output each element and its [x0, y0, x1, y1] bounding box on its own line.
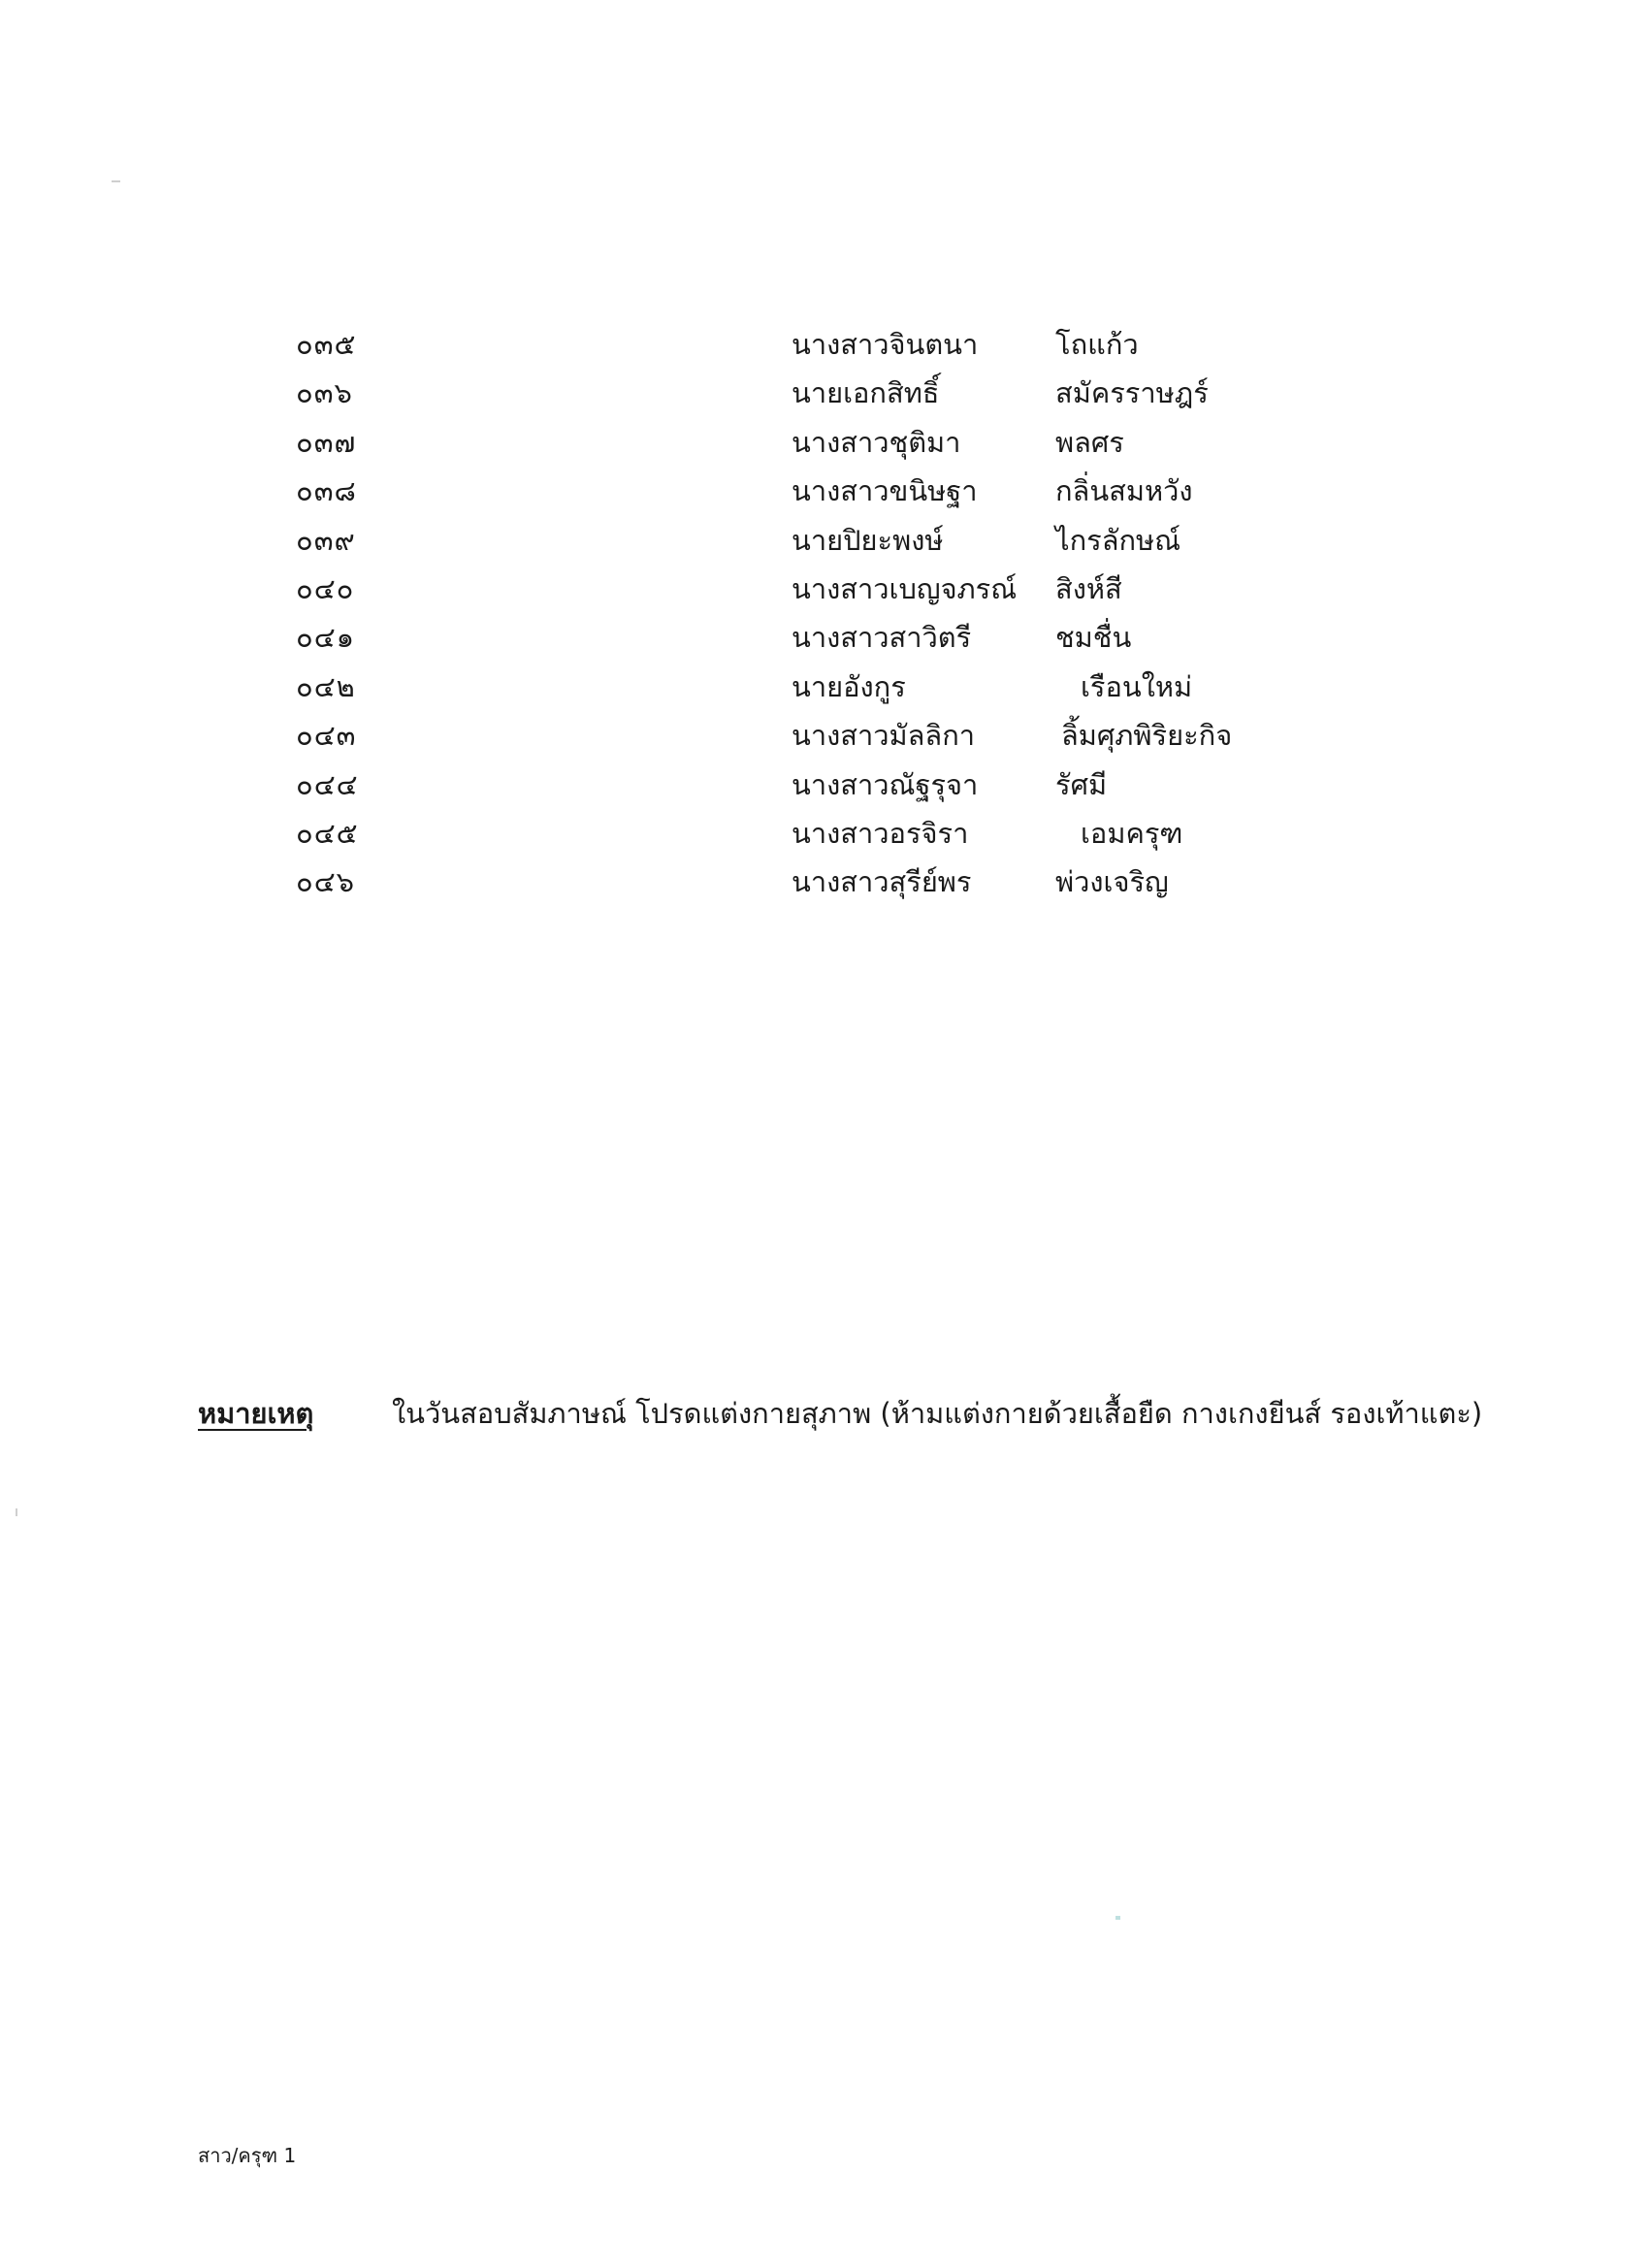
candidate-first-name: นางสาวอรจิรา — [792, 816, 969, 850]
candidate-first-name: นางสาวมัลลิกา — [792, 719, 976, 753]
remark-label: หมายเหตุ — [198, 1397, 314, 1430]
candidate-last-name: เรือนใหม่ — [1081, 669, 1193, 703]
list-item — [0, 369, 1649, 417]
list-item — [0, 663, 1649, 711]
candidate-number: ๐๓๙ — [296, 523, 356, 557]
candidate-last-name: พ่วงเจริญ — [1055, 865, 1169, 899]
candidate-number: ๐๓๘ — [296, 474, 357, 508]
candidate-number: ๐๔๑ — [296, 621, 356, 655]
candidate-first-name: นายปิยะพงษ์ — [792, 523, 944, 557]
candidate-last-name: สมัครราษฎร์ — [1055, 376, 1209, 410]
list-item — [0, 418, 1649, 467]
candidate-first-name: นางสาวเบญจภรณ์ — [792, 571, 1018, 605]
candidate-last-name: ลิ้มศุภพิริยะกิจ — [1061, 719, 1233, 753]
candidate-number: ๐๔๔ — [296, 767, 359, 801]
scan-speck — [1116, 1916, 1120, 1920]
candidate-last-name: เอมครุฑ — [1081, 816, 1183, 850]
candidate-last-name: สิงห์สี — [1055, 571, 1122, 605]
candidate-first-name: นางสาวสุรีย์พร — [792, 865, 972, 899]
candidate-number: ๐๔๒ — [296, 669, 356, 703]
candidate-first-name: นางสาวสาวิตรี — [792, 621, 972, 655]
candidate-first-name: นายอังกูร — [792, 669, 906, 703]
footer-reference: สาว/ครุฑ 1 — [198, 2144, 297, 2167]
remark-section — [198, 1389, 1483, 1438]
list-item — [0, 613, 1649, 662]
candidate-first-name: นางสาวขนิษฐา — [792, 474, 978, 508]
list-item — [0, 761, 1649, 809]
list-item — [0, 516, 1649, 565]
candidate-first-name: นางสาวชุติมา — [792, 425, 961, 459]
candidate-list — [0, 320, 1649, 907]
list-item — [0, 711, 1649, 760]
list-item — [0, 467, 1649, 515]
candidate-number: ๐๔๓ — [296, 719, 357, 753]
candidate-number: ๐๓๗ — [296, 425, 357, 459]
list-item — [0, 809, 1649, 858]
candidate-last-name: โถแก้ว — [1055, 328, 1139, 361]
candidate-number: ๐๔๐ — [296, 571, 355, 605]
list-item — [0, 320, 1649, 369]
list-item — [0, 565, 1649, 613]
candidate-number: ๐๔๖ — [296, 865, 356, 899]
candidate-first-name: นางสาวจินตนา — [792, 328, 979, 361]
scan-speck — [112, 180, 120, 182]
candidate-number: ๐๓๕ — [296, 328, 357, 361]
list-item — [0, 858, 1649, 906]
candidate-last-name: พลศร — [1055, 425, 1124, 459]
candidate-last-name: กลิ่นสมหวัง — [1055, 474, 1193, 508]
candidate-first-name: นายเอกสิทธิ์ — [792, 376, 940, 410]
scan-speck — [16, 1508, 17, 1516]
candidate-last-name: รัศมี — [1055, 767, 1108, 801]
remark-text: ในวันสอบสัมภาษณ์ โปรดแต่งกายสุภาพ (ห้ามแต่งกายด้วยเสื้อยืด กางเกงยีนส์ รองเท้าแตะ) — [392, 1397, 1483, 1430]
candidate-first-name: นางสาวณัฐรุจา — [792, 767, 979, 801]
candidate-number: ๐๔๕ — [296, 816, 359, 850]
candidate-last-name: ไกรลักษณ์ — [1055, 523, 1181, 557]
candidate-number: ๐๓๖ — [296, 376, 353, 410]
candidate-last-name: ชมชื่น — [1055, 621, 1132, 655]
